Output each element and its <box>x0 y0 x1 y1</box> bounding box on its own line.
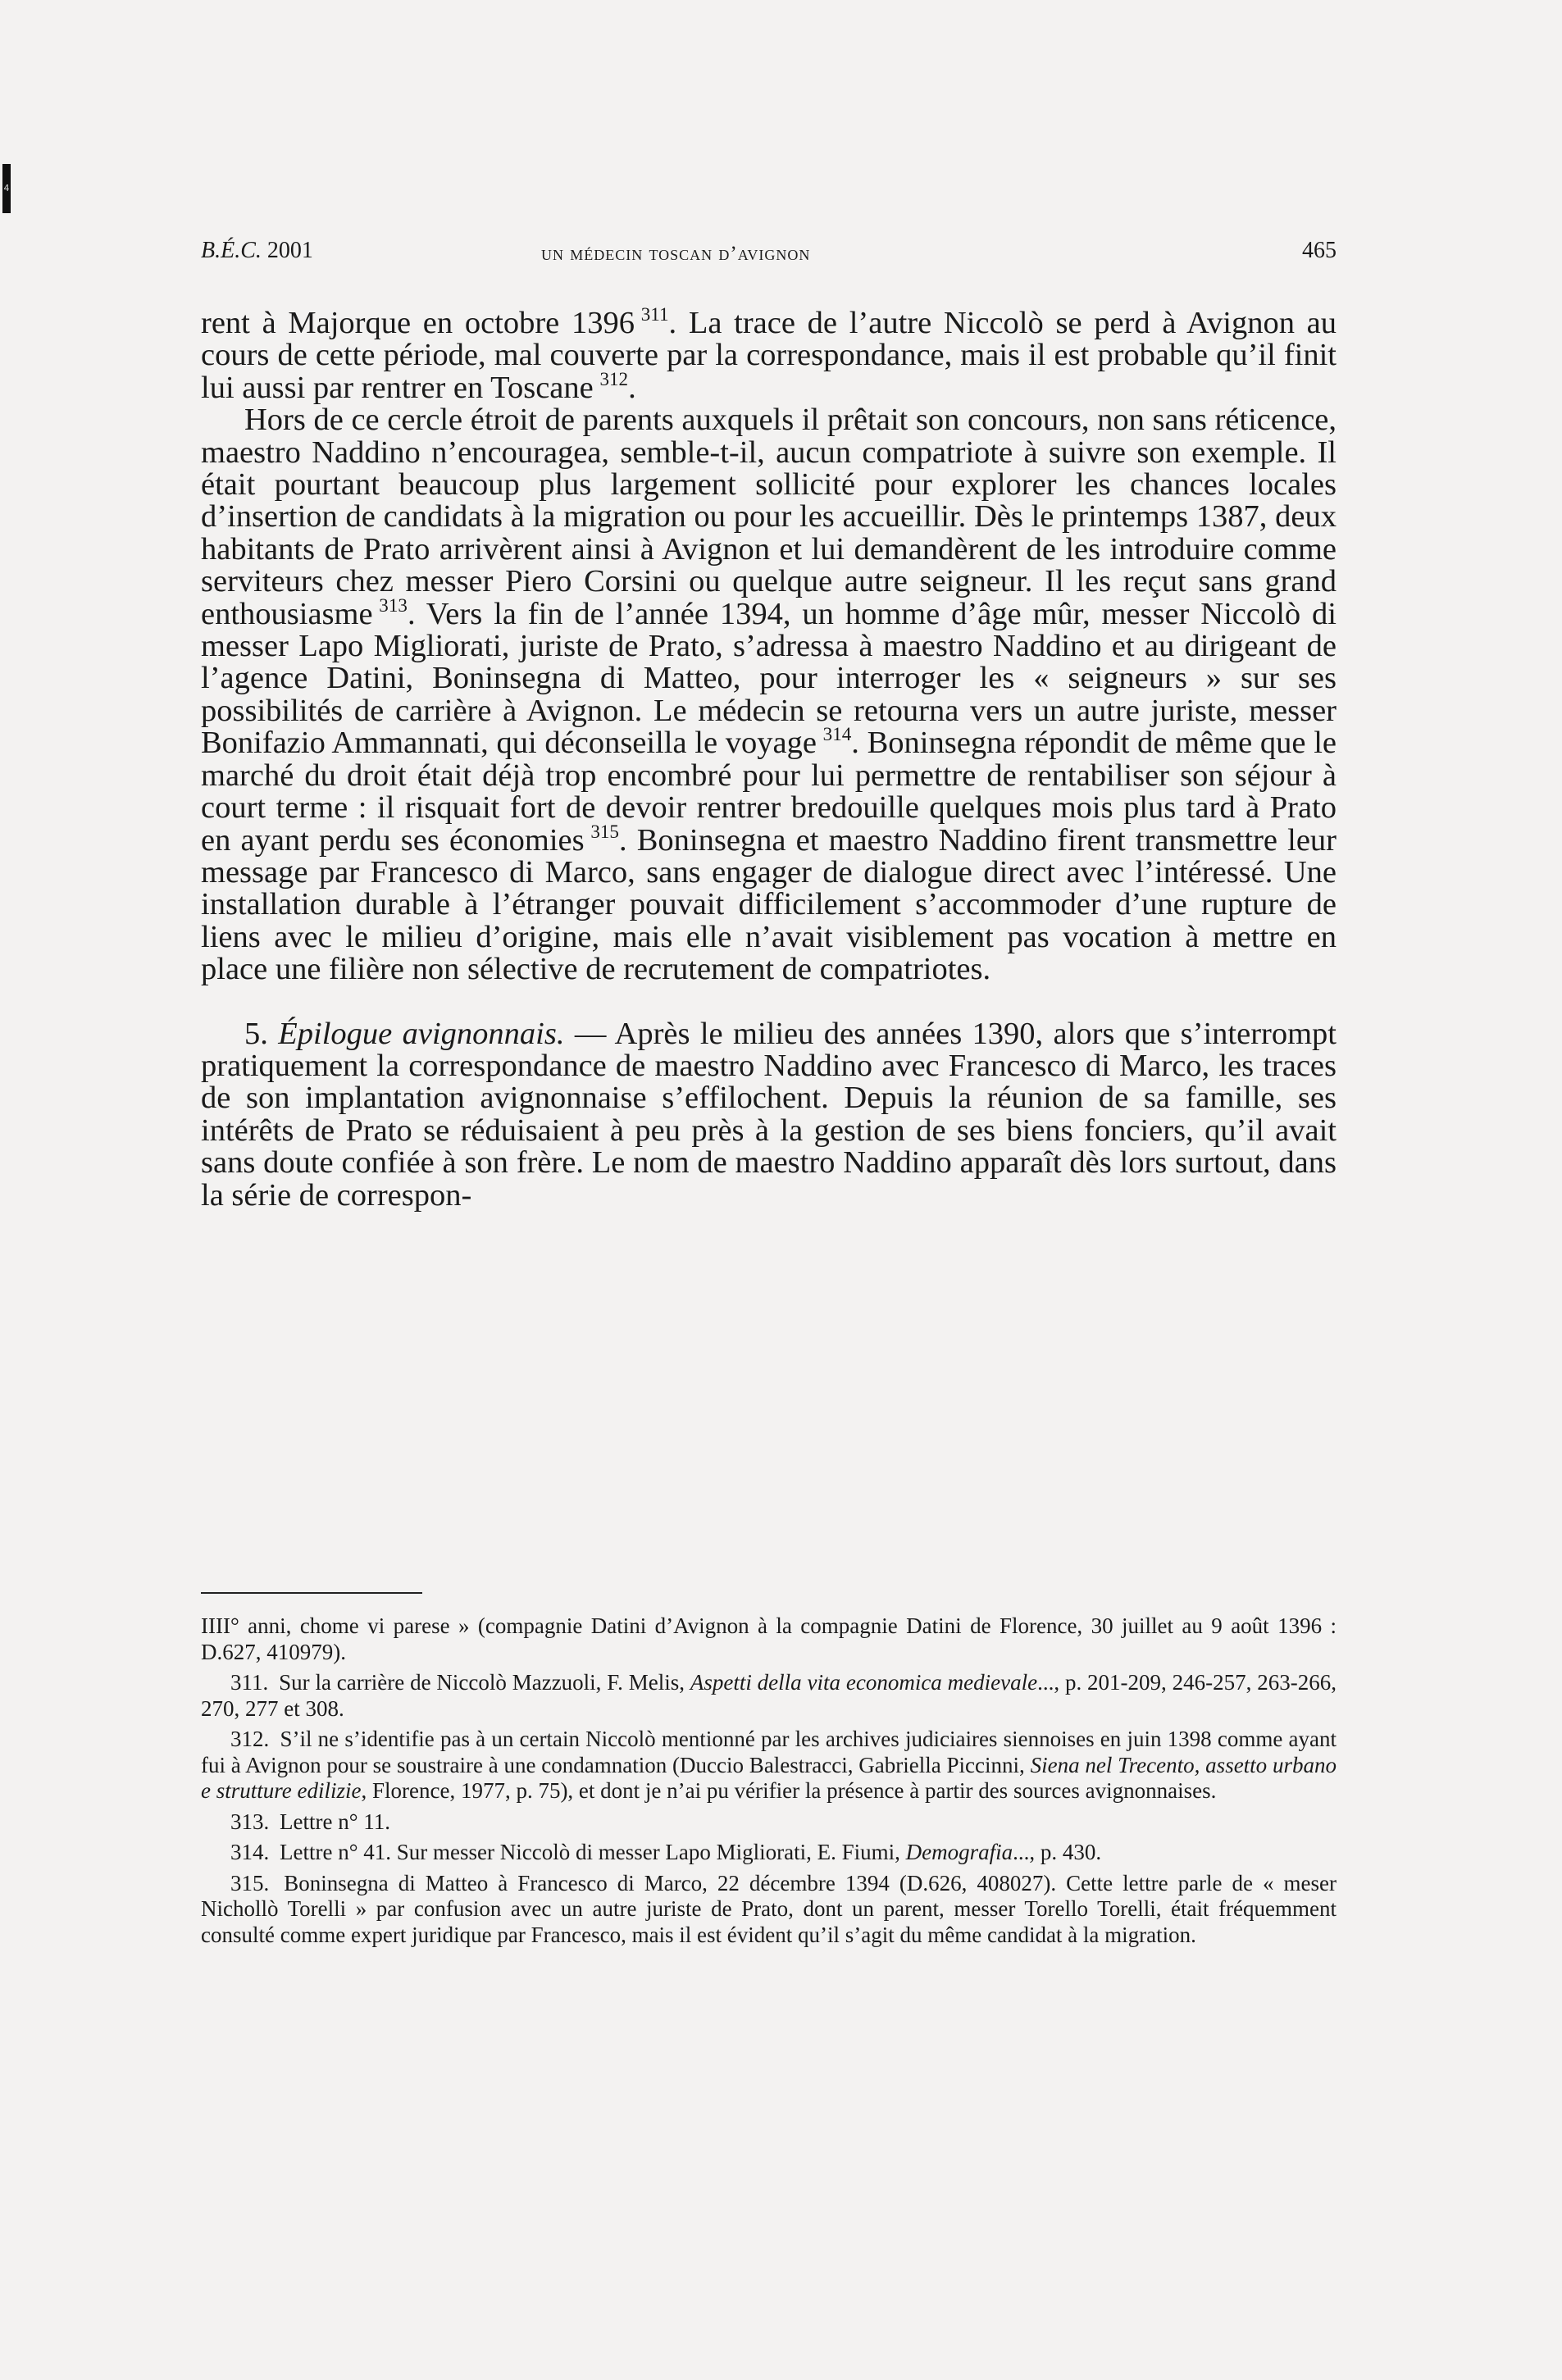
text-run: . Boninsegna répondit de même que le marché du droit était déjà trop encombré pour lui permettre de rentabiliser son séjour à court terme : il risquait fort de devoir rentrer bredouille quelques mois plus tard à Prato en ayant perdu ses économies <box>201 726 1337 858</box>
book-title: Aspetti della vita economica medievale <box>690 1670 1038 1695</box>
footnote-number: 312. <box>230 1727 270 1751</box>
section-heading: Épilogue avignonnais. <box>278 1016 565 1051</box>
text-run: . Vers la fin de l’année 1394, un homme d’âge mûr, messer Niccolò di messer Lapo Migliorati, juriste de Prato, s’adressa à maestro Naddino et au dirigeant de l’agence Datini, Boninsegna di Matteo, pour interroger les « seigneurs » sur ses possibilités de carrière à Avignon. Le médecin se retourna vers un autre juriste, messer Bonifazio Ammannati, qui déconseilla le voyage <box>201 596 1337 761</box>
page-number: 465 <box>1302 238 1337 263</box>
journal-year: 2001 <box>266 238 313 263</box>
footnote-number: 311. <box>230 1670 269 1695</box>
text-run: S’il ne s’identifie pas à un certain Niccolò mentionné par les archives judiciaires siennoises en juin 1398 comme ayant fui à Avignon pour se soustraire à une condamnation (Duccio Balestracci, Gabriella Piccinni, <box>201 1727 1337 1777</box>
text-run: Sur la carrière de Niccolò Mazzuoli, F. Melis, <box>279 1670 690 1695</box>
footnotes <box>201 1613 1337 1953</box>
text-run: Lettre n° 41. Sur messer Niccolò di messer Lapo Migliorati, E. Fiumi, <box>280 1840 906 1864</box>
footnote-separator <box>201 1592 422 1594</box>
text-run: , Florence, 1977, p. 75), et dont je n’ai pu vérifier la présence à partir des sources avignonnaises. <box>361 1778 1217 1803</box>
text-run: rent à Majorque en octobre 1396 <box>201 306 635 340</box>
text-run: — Après le milieu des années 1390, alors que s’interrompt pratiquement la correspondance de maestro Naddino avec Francesco di Marco, les traces de son implantation avignonnaise s’effilochent. Depuis la réunion de sa famille, ses intérêts de Prato se réduisaient à peu près à la gestion de ses biens fonciers, qu’il avait sans doute confiée à son frère. Le nom de maestro Naddino apparaît dès lors surtout, dans la série de correspon- <box>201 1016 1337 1213</box>
footnote-number: 315. <box>230 1870 270 1895</box>
journal-citation <box>201 238 313 264</box>
text-run: Lettre n° 11. <box>280 1809 390 1834</box>
paragraph-continued <box>201 303 1337 405</box>
footnote-ref[interactable]: 311 <box>640 303 669 325</box>
text-run: . <box>628 370 636 405</box>
footnote-continued: IIII° anni, chome vi parese » (compagnie Datini d’Avignon à la compagnie Datini de Florence, 30 juillet au 9 août 1396 : D.627, 410979). <box>201 1613 1337 1664</box>
footnote-ref[interactable]: 315 <box>590 820 619 842</box>
text-run: . Boninsegna et maestro Naddino firent transmettre leur message par Francesco di Marco, sans engager de dialogue direct avec l’intéressé. Une installation durable à l’étranger pouvait difficilement s’accommoder d’une rupture de liens avec le milieu d’origine, mais elle n’avait visiblement pas vocation à mettre en place une filière non sélective de recrutement de compatriotes. <box>201 822 1337 987</box>
footnote-ref[interactable]: 312 <box>599 367 629 389</box>
running-title: un médecin toscan d’avignon <box>541 243 811 265</box>
running-head <box>201 238 1337 271</box>
journal-abbrev: B.É.C. <box>201 238 262 263</box>
footnote-315 <box>201 1871 1337 1949</box>
section-paragraph <box>201 1018 1337 1212</box>
paragraph <box>201 404 1337 985</box>
footnote-313 <box>201 1809 1337 1836</box>
body-text <box>201 303 1337 1213</box>
section-number: 5. <box>244 1016 268 1051</box>
book-title: Siena nel Trecento, assetto urbano e strutture edilizie <box>201 1752 1337 1803</box>
text-run: ..., p. 201-209, 246-257, 263-266, 270, 277 et 308. <box>201 1670 1337 1721</box>
footnote-ref[interactable]: 313 <box>379 594 408 616</box>
text-run: . La trace de l’autre Niccolò se perd à Avignon au cours de cette période, mal couverte par la correspondance, mais il est probable qu’il finit lui aussi par rentrer en Toscane <box>201 306 1337 405</box>
footnote-311 <box>201 1670 1337 1722</box>
footnote-314 <box>201 1840 1337 1866</box>
footnote-312 <box>201 1727 1337 1804</box>
footnote-ref[interactable]: 314 <box>822 723 852 745</box>
book-title: Demografia <box>905 1840 1013 1864</box>
margin-section-tab: 4 <box>2 164 11 213</box>
text-run: Hors de ce cercle étroit de parents auxquels il prêtait son concours, non sans réticence, maestro Naddino n’encouragea, semble-t-il, aucun compatriote à suivre son exemple. Il était pourtant beaucoup plus largement sollicité pour explorer les chances locales d’insertion de candidats à la migration ou pour les accueillir. Dès le printemps 1387, deux habitants de Prato arrivèrent ainsi à Avignon et lui demandèrent de les introduire comme serviteurs chez messer Piero Corsini ou quelque autre seigneur. Il les reçut sans grand enthousiasme <box>201 403 1337 631</box>
footnote-number: 313. <box>230 1809 270 1834</box>
footnote-number: 314. <box>230 1840 270 1864</box>
text-run: Boninsegna di Matteo à Francesco di Marco, 22 décembre 1394 (D.626, 408027). Cette lettre parle de « meser Nichollò Torelli » par confusion avec un autre juriste de Prato, dont un parent, messer Torello Torelli, était fréquemment consulté comme expert juridique par Francesco, mais il est évident qu’il s’agit du même candidat à la migration. <box>201 1870 1337 1947</box>
text-run: ..., p. 430. <box>1013 1840 1102 1864</box>
